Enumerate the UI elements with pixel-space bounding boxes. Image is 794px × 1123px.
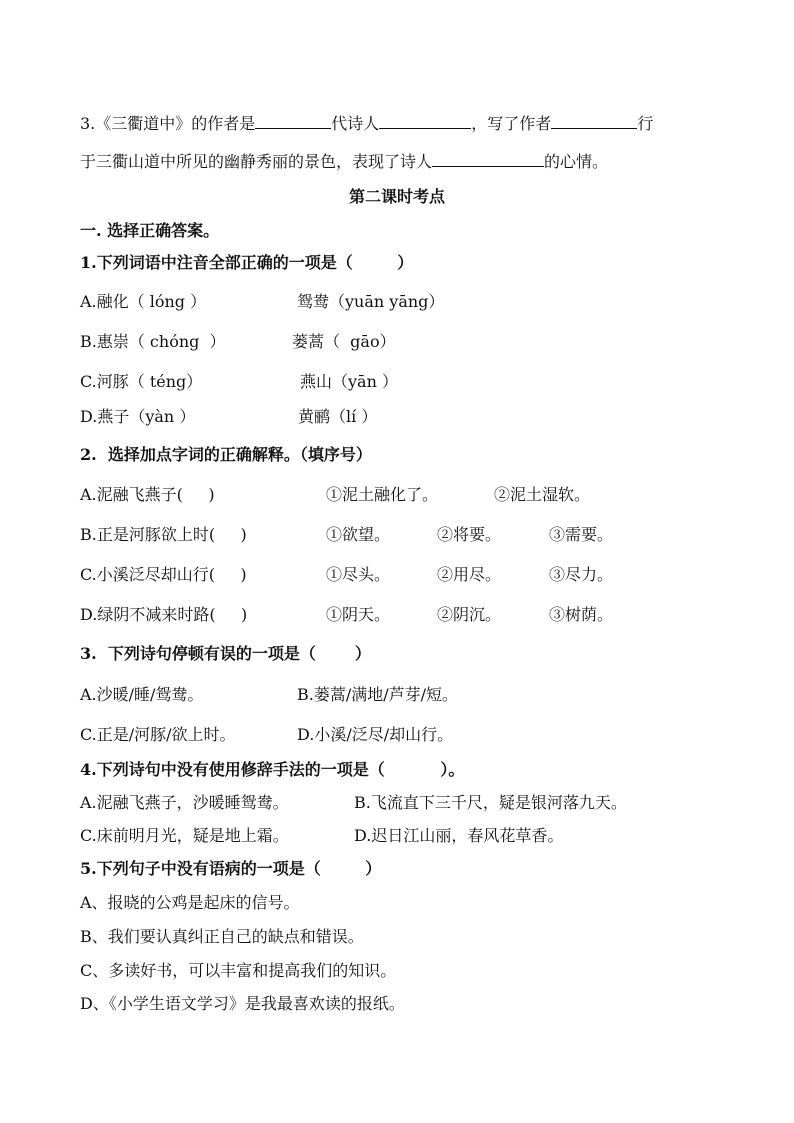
q2-option-stem[interactable]: A.泥融飞燕子( ) [80,485,215,504]
intro-question-3-line-1 [80,112,653,135]
q1-option-left[interactable]: B.惠崇（ chóng ） [80,332,226,351]
q2-choice[interactable]: ①阴天。 [326,605,391,624]
q4-option[interactable]: D.迟日江山丽，春风花草香。 [354,826,564,845]
q4-option[interactable]: B.飞流直下三千尺，疑是银河落九天。 [354,793,627,812]
q2-choice[interactable]: ①泥土融化了。 [326,485,439,504]
q1-option-right: 燕山（yān ） [300,372,398,391]
q2-option-stem[interactable]: D.绿阴不减来时路( ) [80,605,248,624]
q5-option[interactable]: C、多读好书，可以丰富和提高我们的知识。 [80,961,397,980]
fill-blank[interactable] [432,150,544,167]
q1-option-right: 鸳鸯（yuān yāng） [297,292,445,311]
q2-option-stem[interactable]: B.正是河豚欲上时( ) [80,525,247,544]
q2-choice[interactable]: ①欲望。 [326,525,391,544]
question-3-title: 3. 下列诗句停顿有误的一项是（ ） [80,644,371,663]
q2-choice[interactable]: ②将要。 [437,525,502,544]
q2-choice[interactable]: ①尽头。 [326,565,391,584]
q3-option[interactable]: C.正是/河豚/欲上时。 [80,725,236,744]
q3-option[interactable]: D.小溪/泛尽/却山行。 [297,725,454,744]
q2-choice[interactable]: ②泥土湿软。 [494,485,591,504]
fill-blank[interactable] [379,112,471,129]
q2-choice[interactable]: ③尽力。 [549,565,614,584]
q3-option[interactable]: A.沙暖/睡/鸳鸯。 [80,685,204,704]
q5-option[interactable]: D、《小学生语文学习》是我最喜欢读的报纸。 [80,994,405,1013]
question-5-title: 5.下列句子中没有语病的一项是（ ） [80,859,382,878]
q1-option-left[interactable]: C.河豚（ téng） [80,372,203,391]
question-1-title: 1.下列词语中注音全部正确的一项是（ ） [80,253,414,272]
q5-option[interactable]: A、报晓的公鸡是起床的信号。 [80,893,300,912]
intro-text: 于三衢山道中所见的幽静秀丽的景色，表现了诗人 [80,152,433,171]
intro-text: 的心情。 [544,152,609,171]
part-heading: 一. 选择正确答案。 [80,221,220,240]
q1-option-left[interactable]: D.燕子（yàn ） [80,407,196,426]
question-4-title: 4.下列诗句中没有使用修辞手法的一项是（ ）。 [80,760,465,779]
q2-choice[interactable]: ②阴沉。 [437,605,502,624]
q4-option[interactable]: C.床前明月光，疑是地上霜。 [80,826,289,845]
q2-choice[interactable]: ③树荫。 [549,605,614,624]
q4-option[interactable]: A.泥融飞燕子，沙暖睡鸳鸯。 [80,793,289,812]
q2-choice[interactable]: ③需要。 [549,525,614,544]
q1-option-left[interactable]: A.融化（ lóng ） [80,292,207,311]
fill-blank[interactable] [255,112,331,129]
fill-blank[interactable] [551,112,637,129]
intro-question-3-line-2 [80,150,608,173]
question-2-title: 2. 选择加点字词的正确解释。（填序号） [80,445,372,464]
q5-option[interactable]: B、我们要认真纠正自己的缺点和错误。 [80,927,364,946]
q1-option-right: 蒌蒿（ gāo） [292,332,396,351]
q2-choice[interactable]: ②用尽。 [437,565,502,584]
section-title: 第二课时考点 [348,187,445,206]
q2-option-stem[interactable]: C.小溪泛尽却山行( ) [80,565,247,584]
q3-option[interactable]: B.蒌蒿/满地/芦芽/短。 [297,685,459,704]
intro-text: 行 [637,114,654,133]
q1-option-right: 黄鹂（lí ） [298,407,378,426]
intro-text: ，写了作者 [471,114,552,133]
intro-text: 代诗人 [331,114,380,133]
intro-text: 3.《三衢道中》的作者是 [80,114,256,133]
